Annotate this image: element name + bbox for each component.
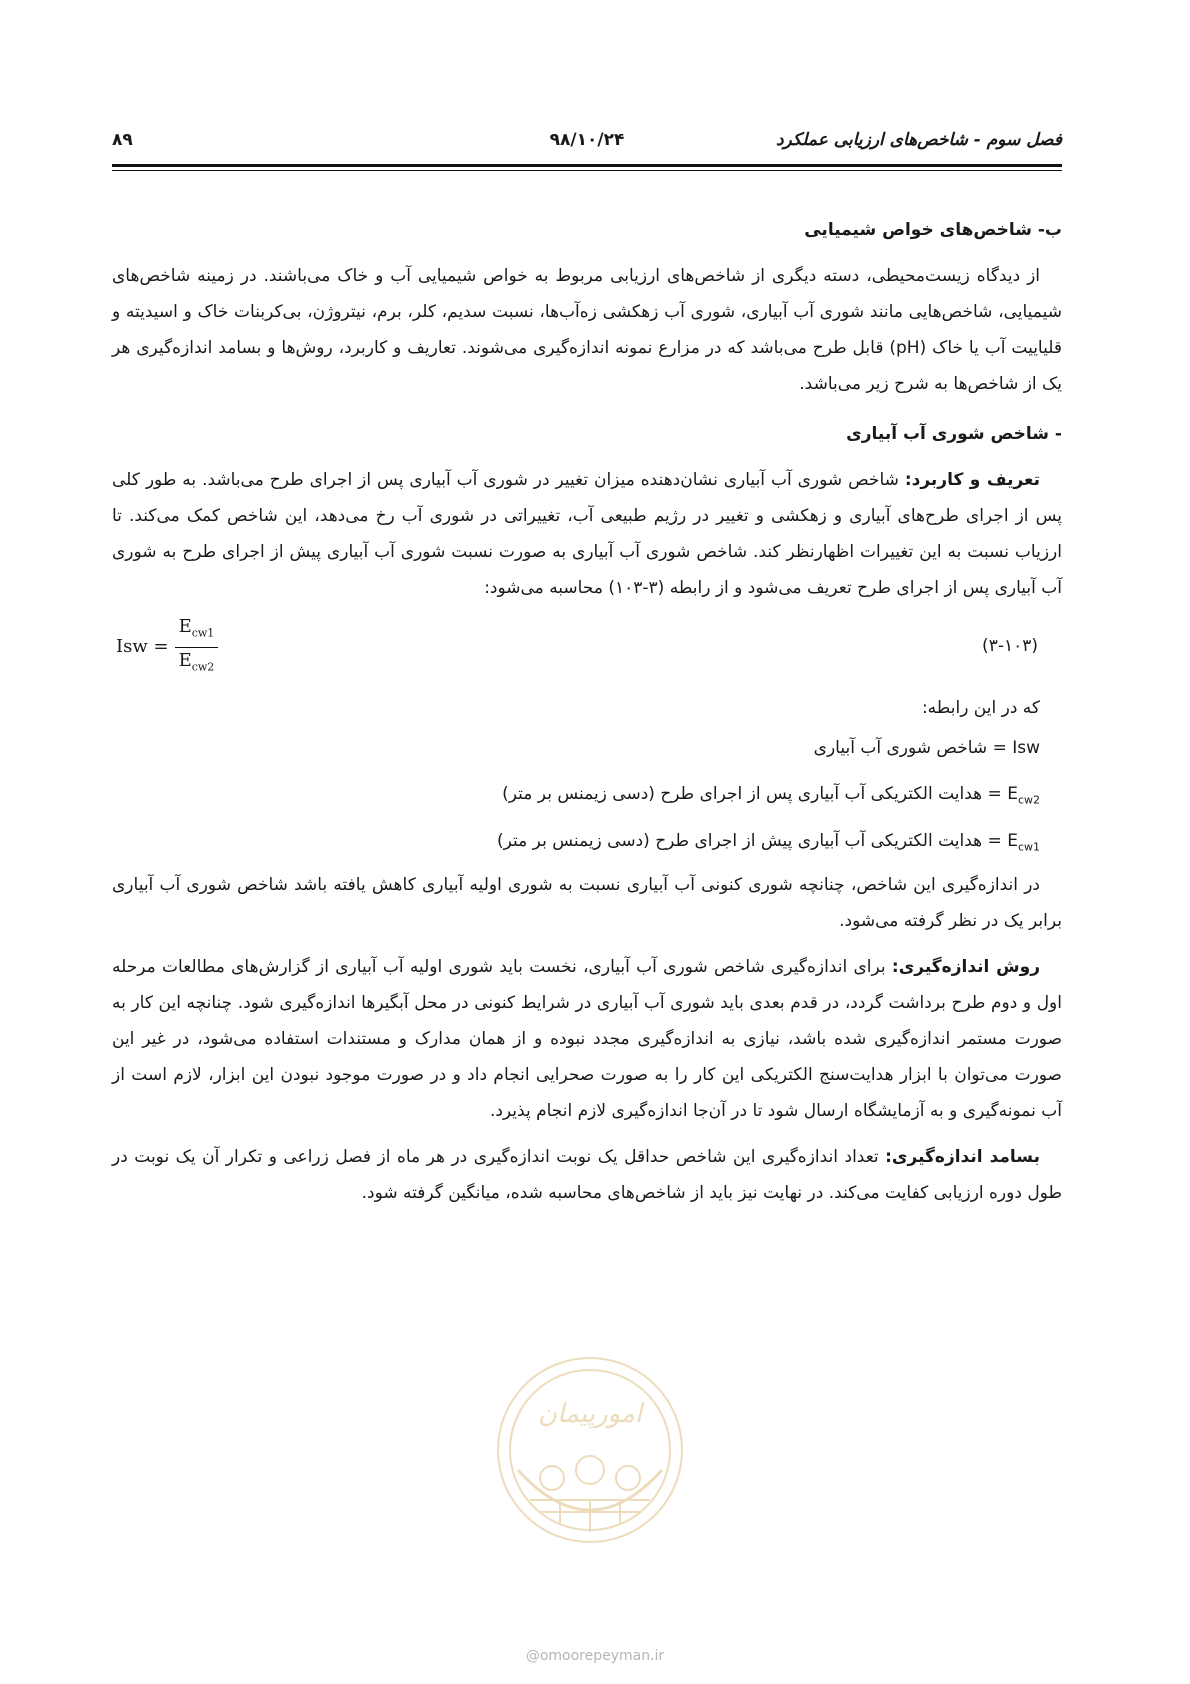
header-date: ۹۸/۱۰/۲۴	[549, 130, 625, 150]
frequency-label: بسامد اندازه‌گیری:	[885, 1147, 1040, 1168]
body-content	[112, 212, 1062, 1211]
fraction-numerator: $E_{cw1}$	[178, 616, 215, 640]
watermark-logo-text: امورپیمان	[537, 1399, 643, 1429]
equation-expression	[116, 614, 218, 680]
page-number: ۸۹	[112, 130, 133, 150]
watermark-site: @omoorepeyman.ir	[525, 1648, 665, 1664]
method-paragraph	[112, 949, 1062, 1129]
section-heading: ب- شاخص‌های خواص شیمیایی	[804, 220, 1062, 240]
gear-icon	[576, 1456, 604, 1484]
header-rule-thin	[112, 170, 1062, 171]
method-label: روش اندازه‌گیری:	[891, 957, 1040, 978]
equation-fraction	[175, 614, 219, 680]
frequency-text: تعداد اندازه‌گیری این شاخص حداقل یک نوبت اندازه‌گیری در هر ماه از فصل زراعی و تکرار آن یک نوبت در طول دوره ارزیابی کفایت می‌کند. در نهایت نیز باید از شاخص‌های محاسبه شده، میانگین گرفته شود.	[112, 1147, 1062, 1204]
subsection-heading: - شاخص شوری آب آبیاری	[846, 424, 1062, 444]
frequency-paragraph	[112, 1139, 1062, 1211]
chapter-title: فصل سوم - شاخص‌های ارزیابی عملکرد	[775, 130, 1062, 150]
fraction-denominator: $E_{cw2}$	[178, 649, 215, 674]
definition-paragraph	[112, 462, 1062, 606]
equation-lhs: Isw =	[116, 636, 169, 658]
section-intro-paragraph: از دیدگاه زیست‌محیطی، دسته دیگری از شاخص‌های ارزیابی مربوط به خواص شیمیایی آب و خاک می‌باشند. در زمینه شاخص‌های شیمیایی، شاخص‌هایی مانند شوری آب آبیاری، شوری آب زهکشی زه‌آب‌ها، نسبت سدیم، کلر، برم، نیتروژن، بی‌کربنات خاک و اسیدیته و قلیاییت آب یا خاک (pH) قابل طرح می‌باشد که در مزارع نمونه اندازه‌گیری می‌شوند. تعاریف و کاربرد، روش‌ها و بسامد اندازه‌گیری هر یک از شاخص‌ها به شرح زیر می‌باشد.	[112, 266, 1062, 394]
definition-item-ecw2: $E_{cw2}$ = هدایت الکتریکی آب آبیاری پس از اجرای طرح (دسی زیمنس بر متر)	[502, 784, 1040, 807]
scale-icon	[540, 1466, 564, 1490]
variable-definitions	[112, 688, 1062, 867]
equation-number: (۳-۱۰۳)	[982, 636, 1038, 656]
definition-item-isw: Isw = شاخص شوری آب آبیاری	[813, 738, 1040, 758]
definition-label: تعریف و کاربرد:	[904, 470, 1041, 490]
watermark-logo	[490, 1350, 690, 1550]
header-rule-thick	[112, 164, 1062, 167]
equation-block	[112, 614, 1062, 684]
hardhat-icon	[616, 1466, 640, 1490]
definition-text: شاخص شوری آب آبیاری نشان‌دهنده میزان تغییر در شوری آب آبیاری پس از اجرای طرح می‌باشد. به طور کلی پس از اجرای طرح‌های آبیاری و زهکشی و تغییر در رژیم طبیعی آب، تغییراتی در شوری آب رخ می‌دهد، این شاخص کمک می‌کند. تا ارزیاب نسبت به این تغییرات اظهارنظر کند. شاخص شوری آب آبیاری به صورت نسبت شوری آب آبیاری پیش از اجرای طرح به شوری آب آبیاری پس از اجرای طرح تعریف می‌شود و از رابطه (۳-۱۰۳) محاسبه می‌شود:	[112, 470, 1062, 598]
note-paragraph: در اندازه‌گیری این شاخص، چنانچه شوری کنونی آب آبیاری نسبت به شوری اولیه آبیاری کاهش یافته باشد شاخص شوری آب آبیاری برابر یک در نظر گرفته می‌شود.	[112, 875, 1062, 932]
definition-item-ecw1: $E_{cw1}$ = هدایت الکتریکی آب آبیاری پیش از اجرای طرح (دسی زیمنس بر متر)	[497, 830, 1040, 854]
method-text: برای اندازه‌گیری شاخص شوری آب آبیاری، نخست باید شوری اولیه آب آبیاری از گزارش‌های مطالعات مرحله اول و دوم طرح برداشت گردد، در قدم بعدی باید شوری آب آبیاری در شرایط کنونی در محل آبگیرها اندازه‌گیری شود. چنانچه این کار به صورت مستمر اندازه‌گیری شده باشد، نیازی به اندازه‌گیری مجدد نبوده و از همان مدارک و مستندات استفاده می‌شود، در غیر این صورت می‌توان با ابزار هدایت‌سنج الکتریکی این کار را به صورت صحرایی انجام داد و در صورت موجود نبودن این ابزار، لازم است از آب نمونه‌گیری و به آزمایشگاه ارسال شود تا در آن‌جا اندازه‌گیری لازم انجام پذیرد.	[112, 957, 1062, 1122]
running-header	[112, 128, 1062, 162]
where-label: که در این رابطه:	[921, 698, 1040, 718]
